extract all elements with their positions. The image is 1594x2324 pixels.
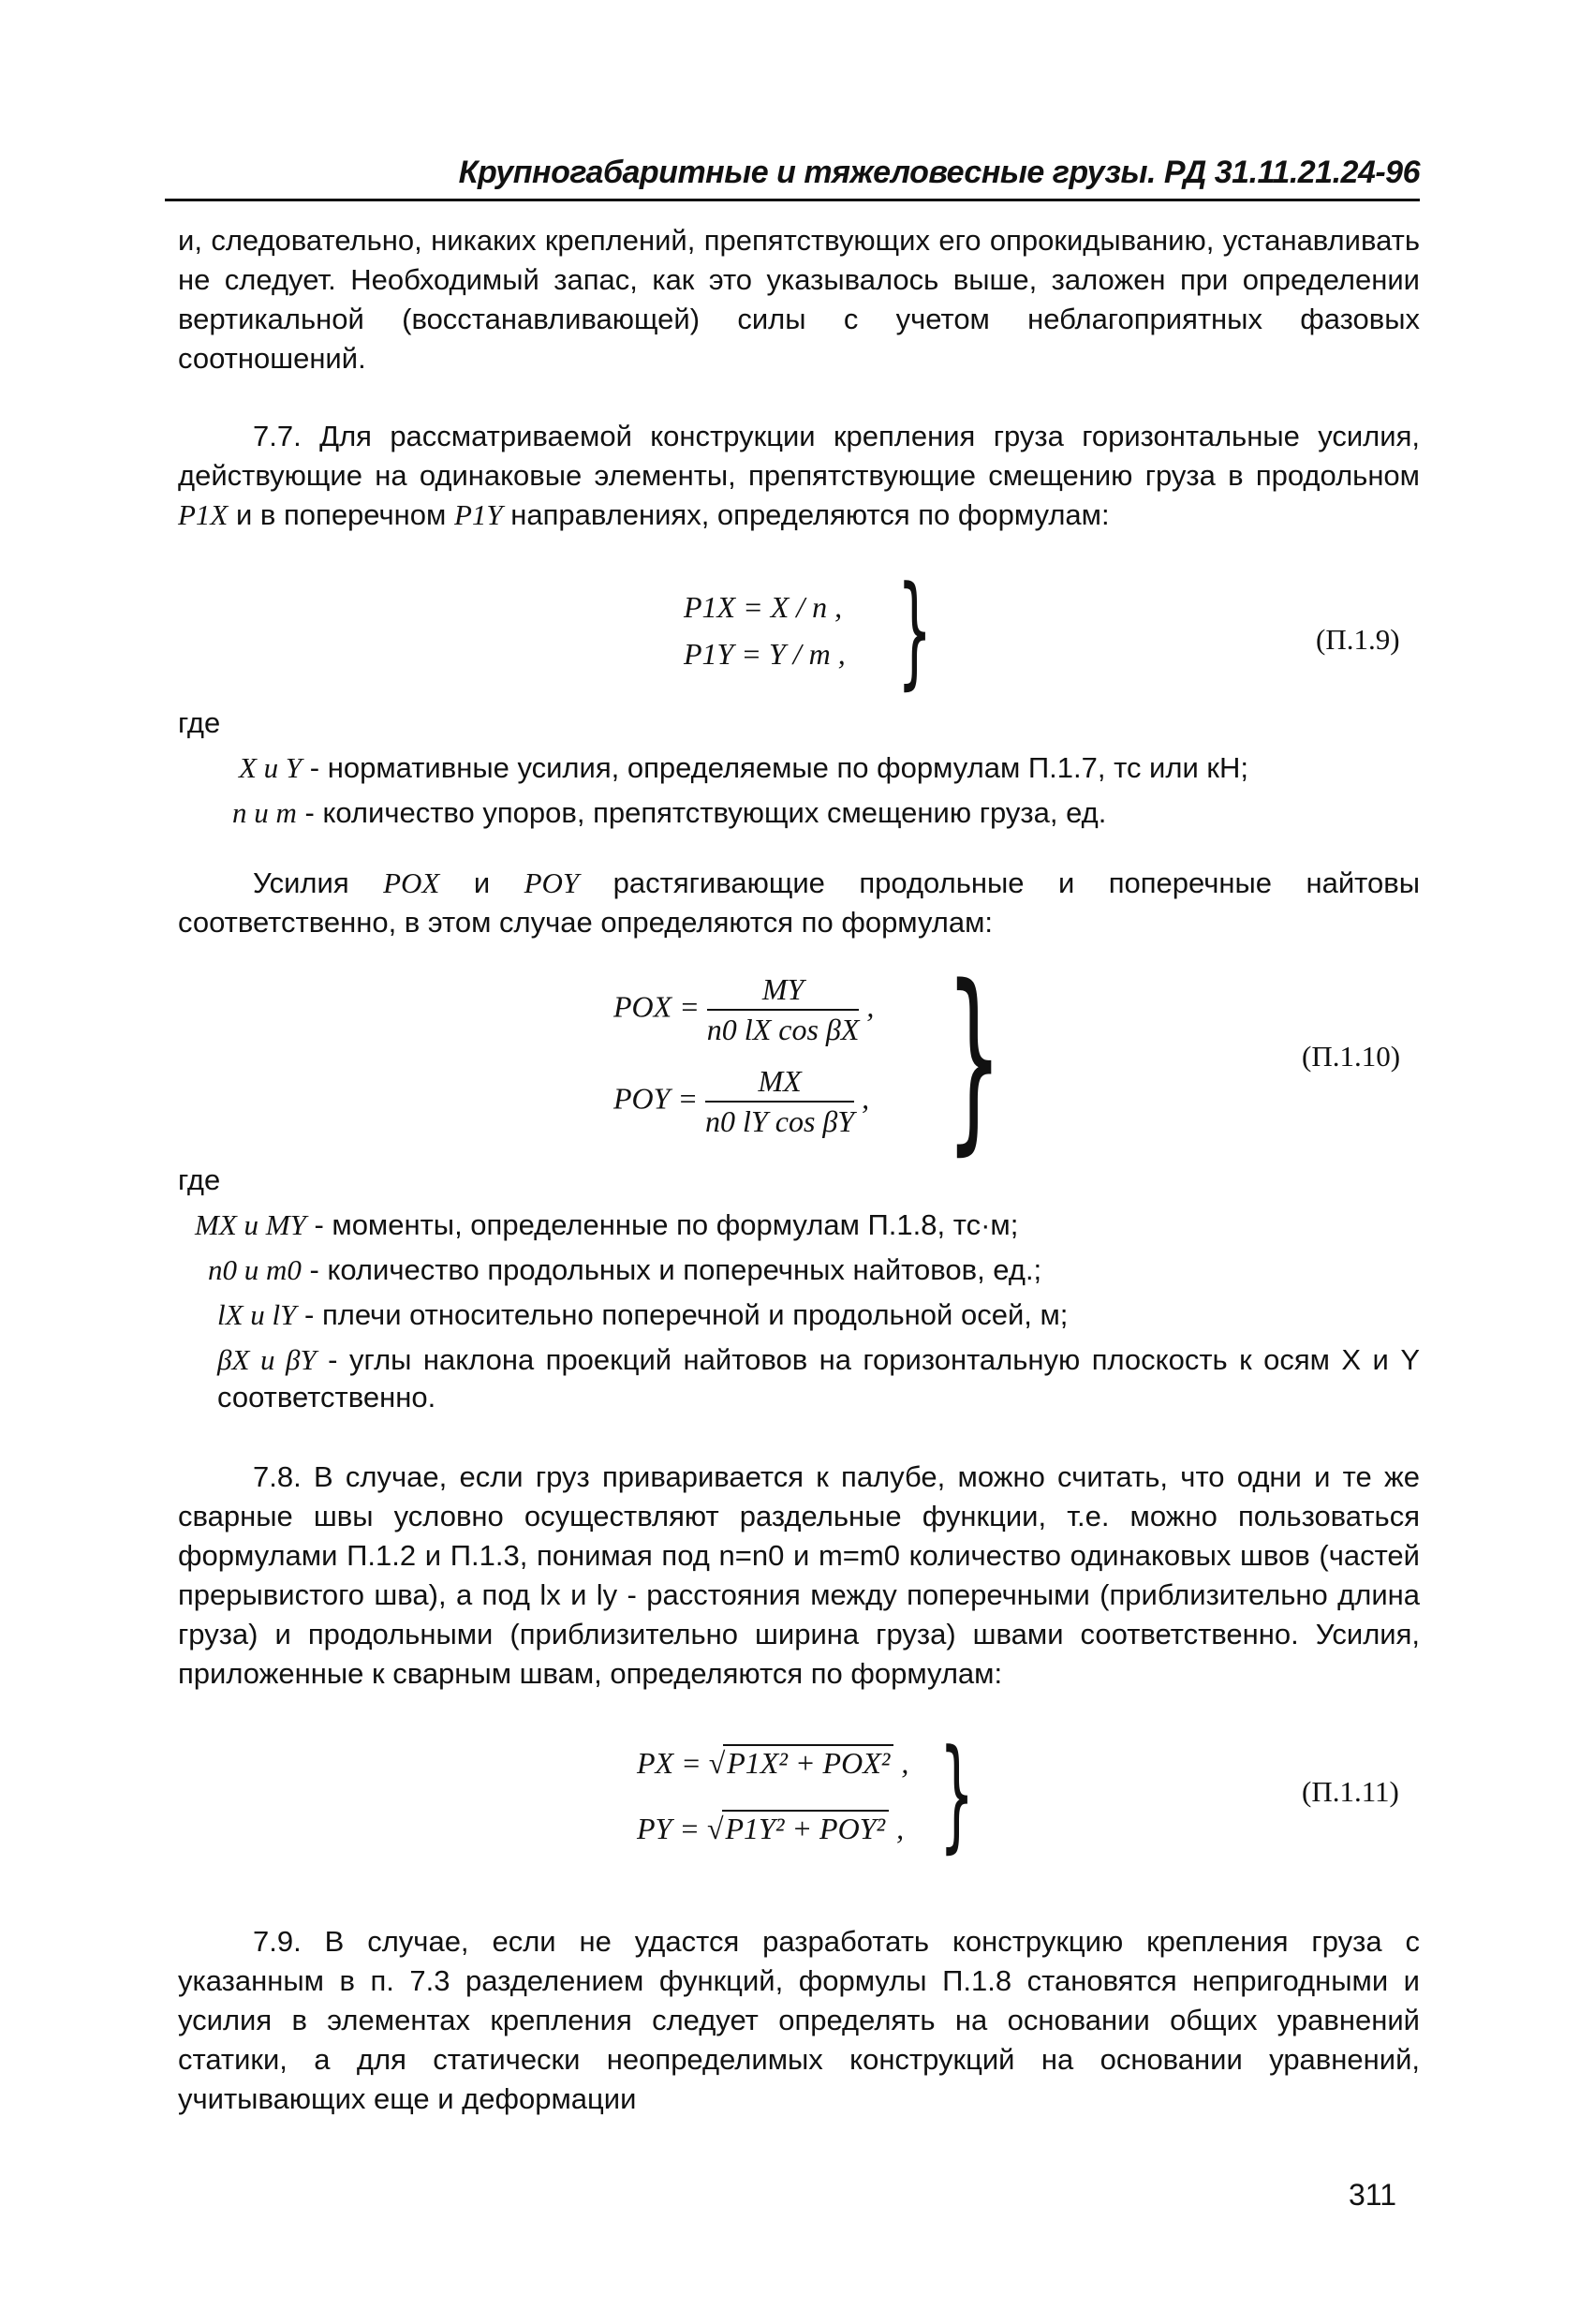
formula-p1-11-lhs1: PX =	[637, 1746, 701, 1780]
formula-p1-10-eq2	[613, 1064, 869, 1139]
definition-lashings-text: - количество продольных и поперечных найтовов, ед.;	[301, 1253, 1042, 1286]
page-number: 311	[1349, 2178, 1397, 2212]
formula-p1-9-number: (П.1.9)	[1316, 623, 1400, 656]
formula-p1-11-radicand1: P1X² + POX²	[723, 1744, 893, 1781]
formula-p1-9-line2: P1Y = Y / m ,	[684, 637, 846, 671]
definition-angles	[217, 1341, 1420, 1416]
definition-n-m	[232, 794, 1106, 832]
formula-p1-10-den1: n0 lX cos βX	[706, 1013, 860, 1046]
formula-p1-11-lhs2: PY =	[637, 1812, 700, 1845]
formula-p1-11-eq2	[637, 1810, 904, 1846]
definition-n-m-text: - количество упоров, препятствующих смещению груза, ед.	[296, 796, 1107, 829]
where-label-1: где	[178, 706, 221, 739]
formula-p1-10-comma1: ,	[866, 989, 875, 1024]
formula-p1-10-frac2	[705, 1064, 854, 1139]
where-label-2: где	[178, 1163, 221, 1196]
definition-arms	[217, 1296, 1068, 1334]
formula-p1-11-number: (П.1.11)	[1302, 1775, 1399, 1808]
definition-lashings-count	[208, 1251, 1041, 1289]
definition-angles-text: - углы наклона проекций найтовов на горизонтальную плоскость к осям X и Y соответственно.	[217, 1343, 1420, 1414]
sqrt-symbol-1: √	[708, 1746, 726, 1780]
definition-arms-text: - плечи относительно поперечной и продольной осей, м;	[296, 1298, 1069, 1331]
paragraph-forces-end: растягивающие продольные и поперечные найтовы соответственно, в этом случае определяются по формулам:	[178, 866, 1421, 939]
paragraph-forces	[178, 864, 1420, 942]
paragraph-forces-mid: и	[439, 866, 524, 899]
formula-p1-10-lhs2: POY =	[613, 1081, 699, 1116]
formula-p1-11-brace: }	[939, 1723, 975, 1865]
running-header: Крупногабаритные и тяжеловесные грузы. РД 31.11.21.24-96	[458, 155, 1420, 190]
definition-moments-symbol: MX и MY	[195, 1208, 306, 1241]
formula-p1-11-comma2: ,	[896, 1812, 905, 1845]
definition-lashings-symbol: n0 и m0	[208, 1253, 302, 1286]
formula-p1-10-lhs1: POX =	[613, 989, 700, 1024]
formula-p1-10-number: (П.1.10)	[1302, 1040, 1401, 1073]
formula-p1-11-radicand2: P1Y² + POY²	[722, 1810, 890, 1846]
formula-p1-9-brace: }	[897, 559, 933, 702]
paragraph-7-7	[178, 417, 1420, 535]
definition-angles-symbol: βX и βY	[217, 1343, 317, 1376]
definition-x-y-text: - нормативные усилия, определяемые по формулам П.1.7, тс или кН;	[302, 751, 1248, 784]
definition-x-y	[239, 749, 1248, 787]
symbol-poy: POY	[524, 866, 580, 899]
formula-p1-10-eq1	[613, 972, 874, 1047]
sqrt-symbol-2: √	[706, 1812, 724, 1845]
formula-p1-10-den2: n0 lY cos βY	[705, 1104, 855, 1138]
symbol-p1y: P1Y	[453, 498, 503, 531]
symbol-p1x: P1X	[178, 498, 229, 531]
paragraph-7-7-start: 7.7. Для рассматриваемой конструкции крепления груза горизонтальные усилия, действующие на одинаковые элементы, препятствующие смещению груза в продольном	[178, 420, 1420, 492]
header-rule	[165, 199, 1420, 201]
formula-p1-11-eq1	[637, 1744, 908, 1781]
paragraph-1: и, следовательно, никаких креплений, препятствующих его опрокидыванию, устанавливать не следует. Необходимый запас, как это указывалось выше, заложен при определении вертикальной (восстанавливающей) силы с учетом неблагоприятных фазовых соотношений.	[178, 224, 1420, 375]
formula-p1-10-frac1	[707, 972, 860, 1047]
symbol-pox: POX	[383, 866, 440, 899]
paragraph-7-9: 7.9. В случае, если не удастся разработать конструкцию крепления груза с указанным в п. 7.3 разделением функций, формулы П.1.8 становятся непригодными и усилия в элементах крепления следует определять на основании общих уравнений статики, а для статически неопределимых конструкций на основании уравнений, учитывающих еще и деформации	[178, 1925, 1420, 2115]
formula-p1-10-num2: MX	[705, 1064, 854, 1103]
formula-p1-9-line1: P1X = X / n ,	[684, 590, 843, 624]
paragraph-7-7-end: направлениях, определяются по формулам:	[502, 498, 1110, 531]
paragraph-7-8: 7.8. В случае, если груз приваривается к палубе, можно считать, что одни и те же сварные швы условно осуществляют раздельные функции, т.е. можно пользоваться формулами П.1.2 и П.1.3, понимая под n=n0 и m=m0 количество одинаковых швов (частей прерывистого шва), а под lx и ly - расстояния между поперечными (приблизительно длина груза) и продольными (приблизительно ширина груза) швами соответственно. Усилия, приложенные к сварным швам, определяются по формулам:	[178, 1460, 1420, 1690]
paragraph-7-7-mid: и в поперечном	[228, 498, 454, 531]
definition-n-m-symbol: n и m	[232, 796, 297, 829]
paragraph-forces-start: Усилия	[253, 866, 384, 899]
formula-p1-10-brace: }	[946, 943, 1003, 1173]
definition-moments-text: - моменты, определенные по формулам П.1.8, тс·м;	[305, 1208, 1019, 1241]
formula-p1-11-comma1: ,	[901, 1746, 909, 1780]
formula-p1-10-num1: MY	[707, 972, 860, 1011]
definition-x-y-symbol: X и Y	[239, 751, 303, 784]
definition-arms-symbol: lX и lY	[217, 1298, 297, 1331]
definition-moments	[195, 1206, 1018, 1244]
formula-p1-10-comma2: ,	[862, 1081, 870, 1116]
